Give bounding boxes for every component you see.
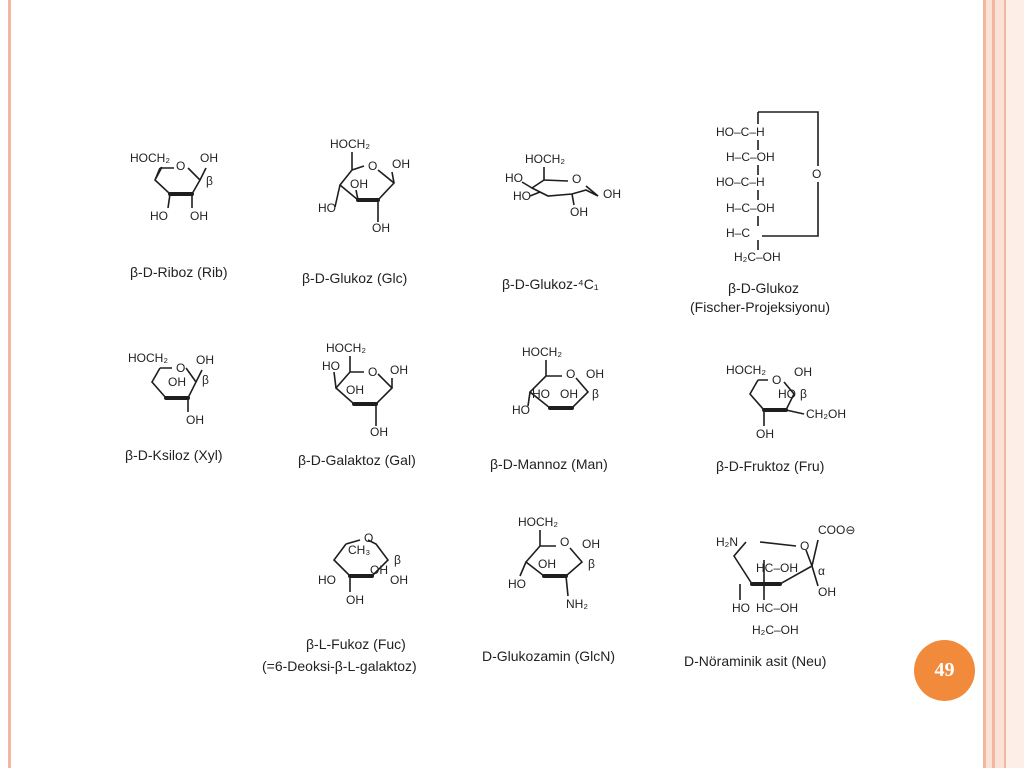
group-label: OH bbox=[603, 187, 621, 201]
structure-caption: β-D-Glukoz (Glc) bbox=[302, 270, 408, 286]
svg-text:O: O bbox=[176, 361, 186, 375]
group-label: H–C–OH bbox=[726, 150, 775, 164]
structure-galaktoz bbox=[298, 341, 416, 468]
group-label: OH bbox=[350, 177, 368, 191]
group-label: H–C bbox=[726, 226, 751, 240]
group-label: β bbox=[588, 557, 595, 571]
group-label: OH bbox=[190, 209, 208, 223]
group-label: β bbox=[394, 553, 401, 567]
group-label: OH bbox=[346, 383, 364, 397]
structure-fruktoz bbox=[716, 363, 846, 474]
structure-mannoz bbox=[490, 345, 608, 472]
structure-caption: β-D-Glukoz bbox=[728, 280, 800, 296]
group-label: HO bbox=[732, 601, 750, 615]
structure-caption: β-D-Ksiloz (Xyl) bbox=[125, 447, 223, 463]
slide-right-border bbox=[995, 0, 1004, 768]
group-label: OH bbox=[570, 205, 588, 219]
svg-text:O: O bbox=[772, 373, 782, 387]
page-number-badge: 49 bbox=[914, 640, 975, 701]
group-label: HO bbox=[150, 209, 168, 223]
group-label: H₂C–OH bbox=[734, 250, 781, 264]
structure-caption: D-Glukozamin (GlcN) bbox=[482, 648, 616, 664]
structure-riboz bbox=[130, 151, 228, 280]
group-label: HO bbox=[512, 403, 530, 417]
structure-glukoz-chair bbox=[502, 152, 621, 292]
group-label: HOCH₂ bbox=[726, 363, 766, 377]
group-label: OH bbox=[390, 363, 408, 377]
svg-text:O: O bbox=[566, 367, 576, 381]
structure-caption-secondary: (Fischer-Projeksiyonu) bbox=[690, 299, 831, 315]
group-label: α bbox=[818, 564, 825, 578]
structure-caption: β-L-Fukoz (Fuc) bbox=[306, 636, 406, 652]
group-label: HO bbox=[505, 171, 523, 185]
structure-caption: D-Nöraminik asit (Neu) bbox=[684, 653, 827, 669]
group-label: HO–C–H bbox=[716, 125, 765, 139]
group-label: OH bbox=[372, 221, 390, 235]
structure-glukozamin bbox=[482, 515, 615, 664]
svg-text:O: O bbox=[368, 365, 378, 379]
group-label: HOCH₂ bbox=[128, 351, 168, 365]
structure-caption: β-D-Fruktoz (Fru) bbox=[716, 458, 825, 474]
group-label: OH bbox=[390, 573, 408, 587]
group-label: OH bbox=[186, 413, 204, 427]
group-label: HC–OH bbox=[756, 561, 799, 575]
group-label: β bbox=[206, 174, 213, 188]
group-label: OH bbox=[196, 353, 214, 367]
group-label: HOCH₂ bbox=[522, 345, 562, 359]
group-label: COO⊖ bbox=[818, 523, 856, 537]
group-label: OH bbox=[168, 375, 186, 389]
group-label: HC–OH bbox=[756, 601, 799, 615]
carbohydrate-structures-figure bbox=[100, 100, 900, 700]
svg-text:O: O bbox=[560, 535, 570, 549]
structure-ksiloz bbox=[125, 351, 223, 463]
group-label: β bbox=[202, 373, 209, 387]
structure-caption: β-D-Glukoz-⁴C₁ bbox=[502, 276, 599, 292]
group-label: HO bbox=[318, 573, 336, 587]
group-label: HO bbox=[513, 189, 531, 203]
group-label: HO bbox=[778, 387, 796, 401]
group-label: OH bbox=[370, 425, 388, 439]
group-label: H–C–OH bbox=[726, 201, 775, 215]
structure-fukoz bbox=[262, 531, 417, 674]
svg-text:O: O bbox=[368, 159, 378, 173]
group-label: OH bbox=[392, 157, 410, 171]
group-label: H₂C–OH bbox=[752, 623, 799, 637]
group-label: CH₃ bbox=[348, 543, 371, 557]
group-label: β bbox=[592, 387, 599, 401]
svg-text:O: O bbox=[364, 531, 374, 545]
group-label: CH₂OH bbox=[806, 407, 846, 421]
group-label: OH bbox=[586, 367, 604, 381]
group-label: OH bbox=[794, 365, 812, 379]
group-label: NH₂ bbox=[566, 597, 588, 611]
group-label: HO–C–H bbox=[716, 175, 765, 189]
group-label: HOCH₂ bbox=[326, 341, 366, 355]
group-label: HO bbox=[318, 201, 336, 215]
group-label: HO bbox=[508, 577, 526, 591]
group-label: OH bbox=[370, 563, 388, 577]
svg-text:O: O bbox=[572, 172, 582, 186]
svg-text:O: O bbox=[176, 159, 186, 173]
group-label: OH bbox=[582, 537, 600, 551]
group-label: OH bbox=[346, 593, 364, 607]
group-label: OH bbox=[756, 427, 774, 441]
group-label: O bbox=[812, 167, 822, 181]
structure-caption: β-D-Riboz (Rib) bbox=[130, 264, 228, 280]
group-label: HOCH₂ bbox=[518, 515, 558, 529]
group-label: H₂N bbox=[716, 535, 738, 549]
group-label: HOCH₂ bbox=[130, 151, 170, 165]
structure-noraminik-asit bbox=[684, 523, 855, 669]
group-label: HOCH₂ bbox=[330, 137, 370, 151]
structure-caption: β-D-Mannoz (Man) bbox=[490, 456, 608, 472]
svg-text:O: O bbox=[800, 539, 810, 553]
group-label: HO bbox=[322, 359, 340, 373]
group-label: OH bbox=[200, 151, 218, 165]
slide-right-border bbox=[1006, 0, 1024, 768]
structure-glukoz-fischer bbox=[690, 112, 830, 315]
group-label: OH bbox=[818, 585, 836, 599]
group-label: OH bbox=[538, 557, 556, 571]
structure-caption-secondary: (=6-Deoksi-β-L-galaktoz) bbox=[262, 658, 417, 674]
structure-caption: β-D-Galaktoz (Gal) bbox=[298, 452, 416, 468]
structure-glukoz bbox=[302, 137, 410, 286]
group-label: HO bbox=[532, 387, 550, 401]
group-label: HOCH₂ bbox=[525, 152, 565, 166]
group-label: OH bbox=[560, 387, 578, 401]
group-label: β bbox=[800, 387, 807, 401]
